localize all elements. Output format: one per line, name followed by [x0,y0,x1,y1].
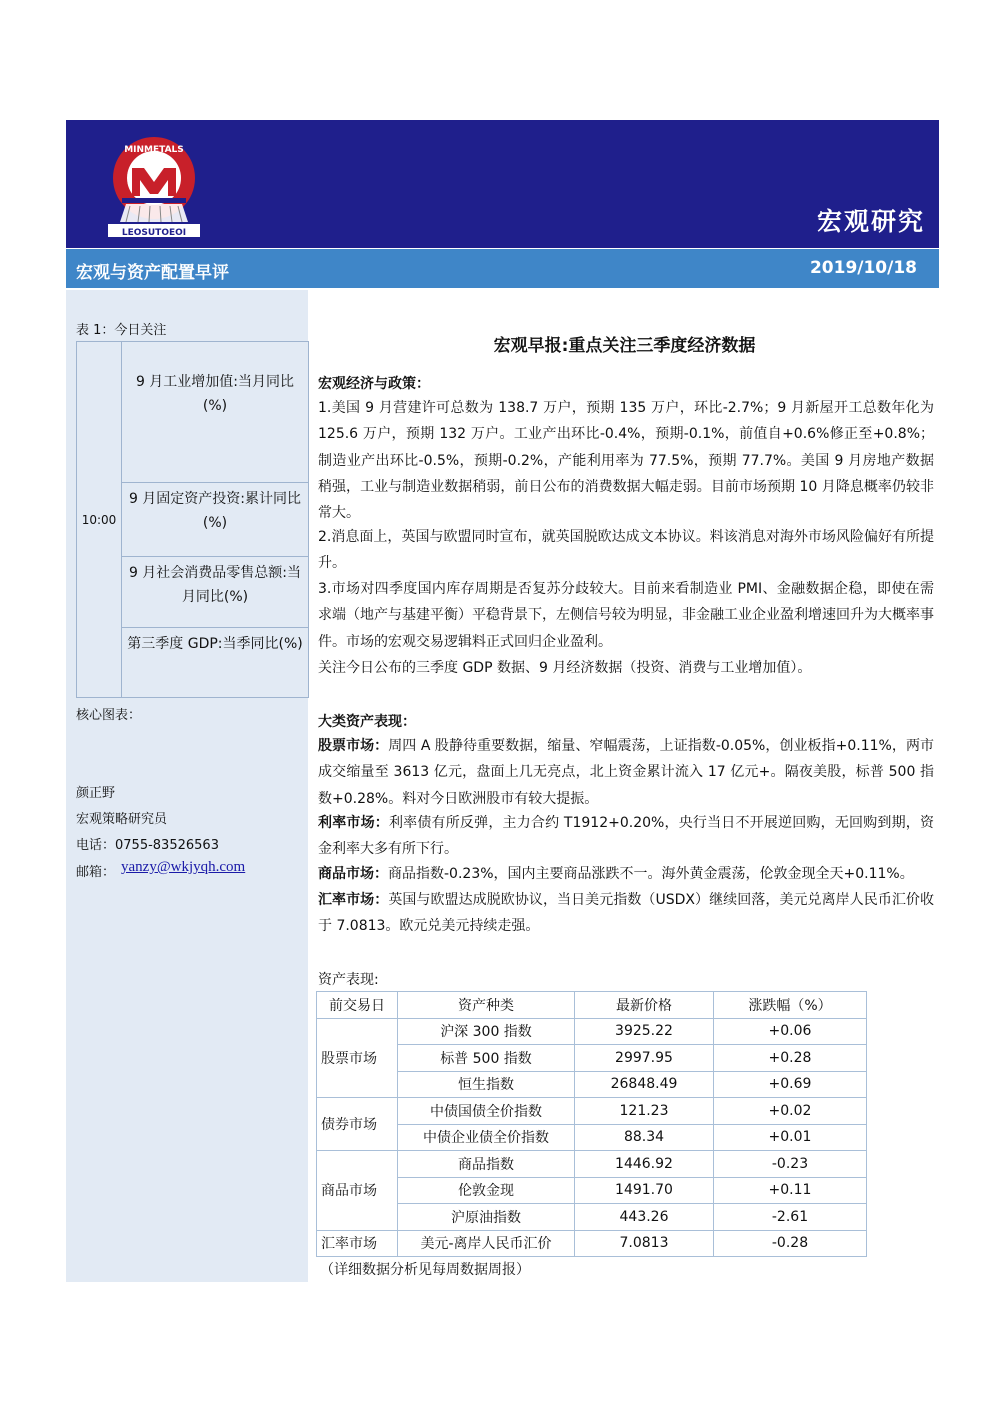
logo-text-top: MINMETALS [124,145,184,155]
report-date: 2019/10/18 [809,258,917,278]
phone-row [76,834,219,853]
asset-change: +0.69 [714,1071,867,1098]
asset-change: +0.02 [714,1098,867,1125]
asset-name: 中债企业债全价指数 [398,1124,575,1151]
asset-price: 26848.49 [575,1071,714,1098]
asset-change: -2.61 [714,1204,867,1231]
asset-change: +0.11 [714,1177,867,1204]
asset-price: 3925.22 [575,1018,714,1045]
logo-text-bottom: LEOSUTOEOI [121,228,187,238]
market-paragraph-rates [318,810,934,863]
asset-name: 沪深 300 指数 [398,1018,575,1045]
email-link[interactable]: yanzy@wkjyqh.com [121,859,246,875]
asset-performance-table [316,991,867,1257]
asset-price: 121.23 [575,1098,714,1125]
asset-name: 商品指数 [398,1151,575,1178]
macro-paragraph: 2.消息面上，英国与欧盟同时宣布，就英国脱欧达成文本协议。料该消息对海外市场风险偏好有所提升。 [318,529,934,572]
section-heading-macro: 宏观经济与政策： [318,376,430,392]
table-footnote: （详细数据分析见每周数据周报） [320,1262,530,1278]
column-header: 涨跌幅（%） [714,992,867,1019]
section-heading-assets: 大类资产表现： [318,714,416,730]
market-paragraph-fx [318,887,934,940]
table-row [317,1124,867,1151]
table-row [317,1151,867,1178]
market-label: 汇率市场： [318,892,389,908]
focus-table-caption: 表 1：今日关注 [76,323,167,338]
minmetals-logo [102,134,206,238]
table-row [317,1071,867,1098]
asset-price: 7.0813 [575,1230,714,1257]
focus-item: 第三季度 GDP:当季同比(%) [122,628,309,698]
asset-name: 伦敦金现 [398,1177,575,1204]
asset-price: 2997.95 [575,1045,714,1072]
email-label: 邮箱： [76,865,116,880]
market-label: 股票市场： [318,738,389,754]
focus-item: 9 月工业增加值:当月同比(%) [122,342,309,483]
focus-time: 10:00 [77,342,122,698]
table-row [317,1045,867,1072]
asset-name: 沪原油指数 [398,1204,575,1231]
asset-name: 标普 500 指数 [398,1045,575,1072]
macro-paragraph: 关注今日公布的三季度 GDP 数据、9 月经济数据（投资、消费与工业增加值）。 [318,660,812,676]
focus-item: 9 月社会消费品零售总额:当月同比(%) [122,557,309,628]
phone-number: 0755-83526563 [115,838,219,853]
category-cell: 债券市场 [317,1098,398,1151]
asset-name: 恒生指数 [398,1071,575,1098]
market-paragraph-commodity [318,861,934,887]
table-row [317,1177,867,1204]
column-header: 资产种类 [398,992,575,1019]
core-chart-label: 核心图表： [76,708,142,723]
macro-paragraph: 3.市场对四季度国内库存周期是否复苏分歧较大。目前来看制造业 PMI、金融数据企稳，即使在需求端（地产与基建平衡）平稳背景下，左侧信号较为明显，非金融工业企业盈利增速回升为大概率事件。市场的宏观交易逻辑料正式回归企业盈利。 [318,581,934,650]
analyst-title: 宏观策略研究员 [76,812,168,827]
table-row [317,1018,867,1045]
table-row [317,1098,867,1125]
asset-table-caption: 资产表现: [318,972,379,988]
asset-change: -0.23 [714,1151,867,1178]
market-text: 英国与欧盟达成脱欧协议，当日美元指数（USDX）继续回落，美元兑离岸人民币汇价收于 7.0813。欧元兑美元持续走强。 [318,892,934,935]
asset-change: +0.01 [714,1124,867,1151]
report-header [66,120,939,248]
market-label: 利率市场： [318,815,389,831]
category-cell: 商品市场 [317,1151,398,1231]
focus-table [76,341,309,698]
phone-label: 电话： [76,838,116,853]
asset-name: 中债国债全价指数 [398,1098,575,1125]
asset-name: 美元-离岸人民币汇价 [398,1230,575,1257]
asset-change: +0.06 [714,1018,867,1045]
analyst-name: 颜正野 [76,786,116,801]
table-header-row [317,992,867,1019]
table-row [317,1230,867,1257]
asset-change: +0.28 [714,1045,867,1072]
market-label: 商品市场： [318,866,388,882]
market-text: 商品指数-0.23%，国内主要商品涨跌不一。海外黄金震荡，伦敦金现全天+0.11%。 [388,866,914,882]
asset-price: 88.34 [575,1124,714,1151]
report-series-bar [66,249,939,288]
column-header: 前交易日 [317,992,398,1019]
report-series-title: 宏观与资产配置早评 [76,263,229,283]
department-title: 宏观研究 [816,207,925,236]
macro-paragraph: 1.美国 9 月营建许可总数为 138.7 万户，预期 135 万户，环比-2.7%；9 月新屋开工总数年化为 125.6 万户，预期 132 万户。工业产出环比-0.4%，预期-0.1%，前值自+0.6%修正至+0.8%；制造业产出环比-0.5%，预期-0.2%，产能利用率为 77.5%，预期 77.7%。美国 9 月房地产数据稍强，工业与制造业数据稍弱，前日公布的消费数据大幅走弱。目前市场预期 10 月降息概率仍较非常大。 [318,400,934,522]
asset-price: 1491.70 [575,1177,714,1204]
focus-item: 9 月固定资产投资:累计同比(%) [122,483,309,557]
asset-price: 1446.92 [575,1151,714,1178]
category-cell: 股票市场 [317,1018,398,1098]
table-row [317,1204,867,1231]
market-text: 周四 A 股静待重要数据，缩量、窄幅震荡，上证指数-0.05%，创业板指+0.11%，两市成交缩量至 3613 亿元，盘面上几无亮点，北上资金累计流入 17 亿元+。隔夜美股，标普 500 指数+0.28%。料对今日欧洲股市有较大提振。 [318,738,934,807]
category-cell: 汇率市场 [317,1230,398,1257]
asset-change: -0.28 [714,1230,867,1257]
market-paragraph-stock [318,733,934,812]
asset-price: 443.26 [575,1204,714,1231]
article-title: 宏观早报:重点关注三季度经济数据 [493,336,756,356]
market-text: 利率债有所反弹，主力合约 T1912+0.20%，央行当日不开展逆回购，无回购到期，资金利率大多有所下行。 [318,815,934,858]
column-header: 最新价格 [575,992,714,1019]
